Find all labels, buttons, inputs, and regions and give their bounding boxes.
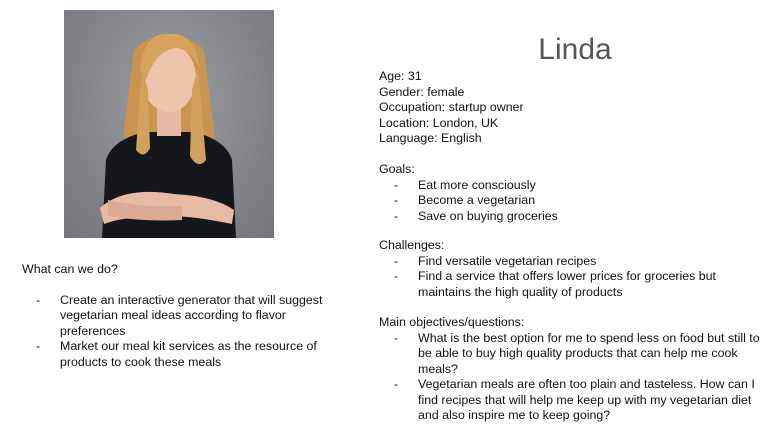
- bullet-dash: -: [394, 269, 399, 283]
- goals-section: [379, 162, 754, 224]
- bullet-dash: -: [394, 330, 399, 345]
- action-text: Create an interactive generator that will suggest vegetarian meal ideas according to flavor preferences: [60, 292, 323, 338]
- objective-text: What is the best option for me to spend less on food but still to be able to buy high quality products that can help me cook meals?: [418, 330, 760, 376]
- bullet-dash: -: [394, 377, 399, 391]
- list-item: [394, 193, 754, 209]
- list-item: [394, 331, 764, 378]
- actions-section: [22, 262, 346, 370]
- objectives-section: [379, 315, 764, 424]
- persona-photo: [64, 10, 274, 238]
- persona-details: [379, 69, 524, 147]
- detail-language: Language: English: [379, 131, 482, 145]
- challenges-heading: Challenges:: [379, 238, 445, 252]
- goal-text: Become a vegetarian: [418, 193, 536, 207]
- bullet-dash: -: [394, 208, 399, 223]
- objectives-heading: Main objectives/questions:: [379, 315, 525, 329]
- list-item: [394, 377, 764, 424]
- detail-occupation: Occupation: startup owner: [379, 100, 524, 114]
- action-text: Market our meal kit services as the resource of products to cook these meals: [60, 339, 317, 369]
- bullet-dash: -: [36, 292, 41, 307]
- detail-location: Location: London, UK: [379, 115, 499, 130]
- bullet-dash: -: [394, 193, 399, 207]
- bullet-dash: -: [394, 177, 399, 192]
- list-item: [394, 178, 754, 194]
- list-item: [394, 209, 754, 225]
- list-item: [394, 254, 739, 270]
- detail-gender: Gender: female: [379, 84, 465, 99]
- bullet-dash: -: [36, 339, 41, 353]
- actions-heading: What can we do?: [22, 262, 118, 276]
- bullet-dash: -: [394, 253, 399, 268]
- goals-heading: Goals:: [379, 162, 415, 176]
- challenge-text: Find versatile vegetarian recipes: [418, 253, 597, 268]
- goal-text: Save on buying groceries: [418, 208, 558, 223]
- list-item: [36, 293, 346, 340]
- list-item: [394, 269, 739, 300]
- challenge-text: Find a service that offers lower prices for groceries but maintains the high quality of products: [418, 269, 716, 299]
- detail-age: Age: 31: [379, 69, 422, 83]
- list-item: [36, 339, 346, 370]
- challenges-section: [379, 238, 739, 300]
- persona-name: Linda: [538, 33, 612, 66]
- goal-text: Eat more consciously: [418, 177, 536, 192]
- objective-text: Vegetarian meals are often too plain and tasteless. How can I find recipes that will help me keep up with my vegetarian diet and also inspire me to keep going?: [418, 377, 755, 422]
- persona-portrait-illustration: [64, 10, 274, 238]
